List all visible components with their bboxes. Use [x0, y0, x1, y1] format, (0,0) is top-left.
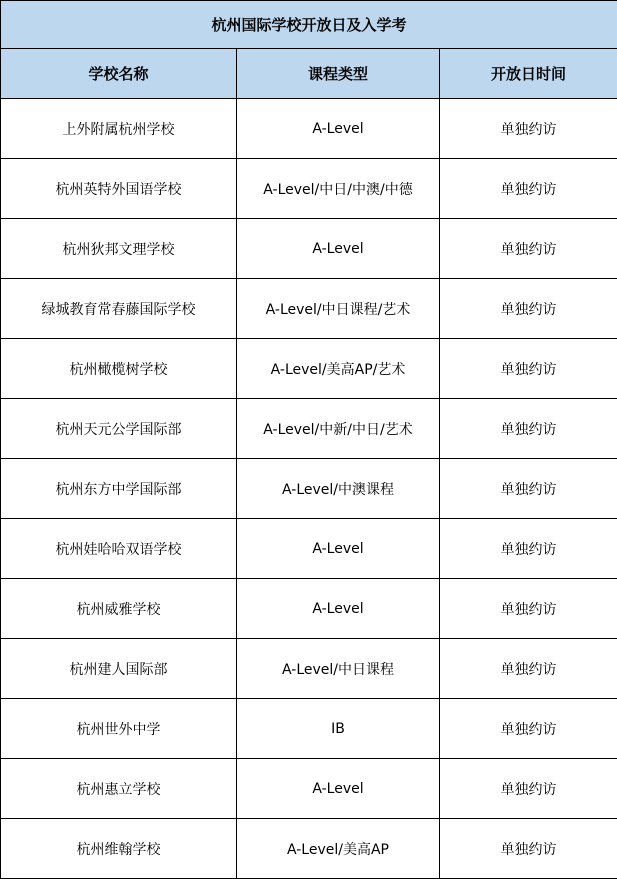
school-name-cell: 杭州惠立学校 [1, 759, 237, 819]
open-day-cell: 单独约访 [440, 279, 617, 339]
open-day-cell: 单独约访 [440, 219, 617, 279]
open-day-cell: 单独约访 [440, 759, 617, 819]
open-day-cell: 单独约访 [440, 459, 617, 519]
table-row [1, 99, 617, 159]
open-day-cell: 单独约访 [440, 339, 617, 399]
table-header-row [1, 49, 617, 99]
course-type-cell: A-Level/中新/中日/艺术 [237, 399, 440, 459]
table-row [1, 519, 617, 579]
school-name-cell: 杭州东方中学国际部 [1, 459, 237, 519]
table-title-row [1, 1, 617, 49]
open-day-cell: 单独约访 [440, 579, 617, 639]
course-type-cell: A-Level/中日课程/艺术 [237, 279, 440, 339]
school-name-cell: 杭州狄邦文理学校 [1, 219, 237, 279]
table-title: 杭州国际学校开放日及入学考 [1, 1, 617, 49]
table-row [1, 399, 617, 459]
open-day-cell: 单独约访 [440, 699, 617, 759]
table-row [1, 159, 617, 219]
table-row [1, 759, 617, 819]
open-day-cell: 单独约访 [440, 819, 617, 879]
course-type-cell: IB [237, 699, 440, 759]
school-name-cell: 杭州天元公学国际部 [1, 399, 237, 459]
course-type-cell: A-Level [237, 99, 440, 159]
school-name-cell: 杭州橄榄树学校 [1, 339, 237, 399]
open-day-cell: 单独约访 [440, 399, 617, 459]
school-name-cell: 杭州世外中学 [1, 699, 237, 759]
open-day-cell: 单独约访 [440, 519, 617, 579]
table-row [1, 339, 617, 399]
school-name-cell: 杭州维翰学校 [1, 819, 237, 879]
table-row [1, 579, 617, 639]
open-day-cell: 单独约访 [440, 99, 617, 159]
column-header-open-day-time: 开放日时间 [440, 49, 617, 99]
table-row [1, 639, 617, 699]
course-type-cell: A-Level [237, 759, 440, 819]
course-type-cell: A-Level/中日/中澳/中德 [237, 159, 440, 219]
open-day-cell: 单独约访 [440, 639, 617, 699]
open-day-cell: 单独约访 [440, 159, 617, 219]
column-header-course-type: 课程类型 [237, 49, 440, 99]
school-name-cell: 杭州英特外国语学校 [1, 159, 237, 219]
course-type-cell: A-Level [237, 519, 440, 579]
table-row [1, 819, 617, 879]
table-row [1, 279, 617, 339]
school-name-cell: 杭州建人国际部 [1, 639, 237, 699]
course-type-cell: A-Level/美高AP/艺术 [237, 339, 440, 399]
column-header-school-name: 学校名称 [1, 49, 237, 99]
school-name-cell: 杭州娃哈哈双语学校 [1, 519, 237, 579]
school-name-cell: 上外附属杭州学校 [1, 99, 237, 159]
table-row [1, 699, 617, 759]
course-type-cell: A-Level [237, 579, 440, 639]
course-type-cell: A-Level/美高AP [237, 819, 440, 879]
table-row [1, 219, 617, 279]
course-type-cell: A-Level/中日课程 [237, 639, 440, 699]
table-row [1, 459, 617, 519]
school-name-cell: 杭州威雅学校 [1, 579, 237, 639]
school-name-cell: 绿城教育常春藤国际学校 [1, 279, 237, 339]
course-type-cell: A-Level/中澳课程 [237, 459, 440, 519]
course-type-cell: A-Level [237, 219, 440, 279]
